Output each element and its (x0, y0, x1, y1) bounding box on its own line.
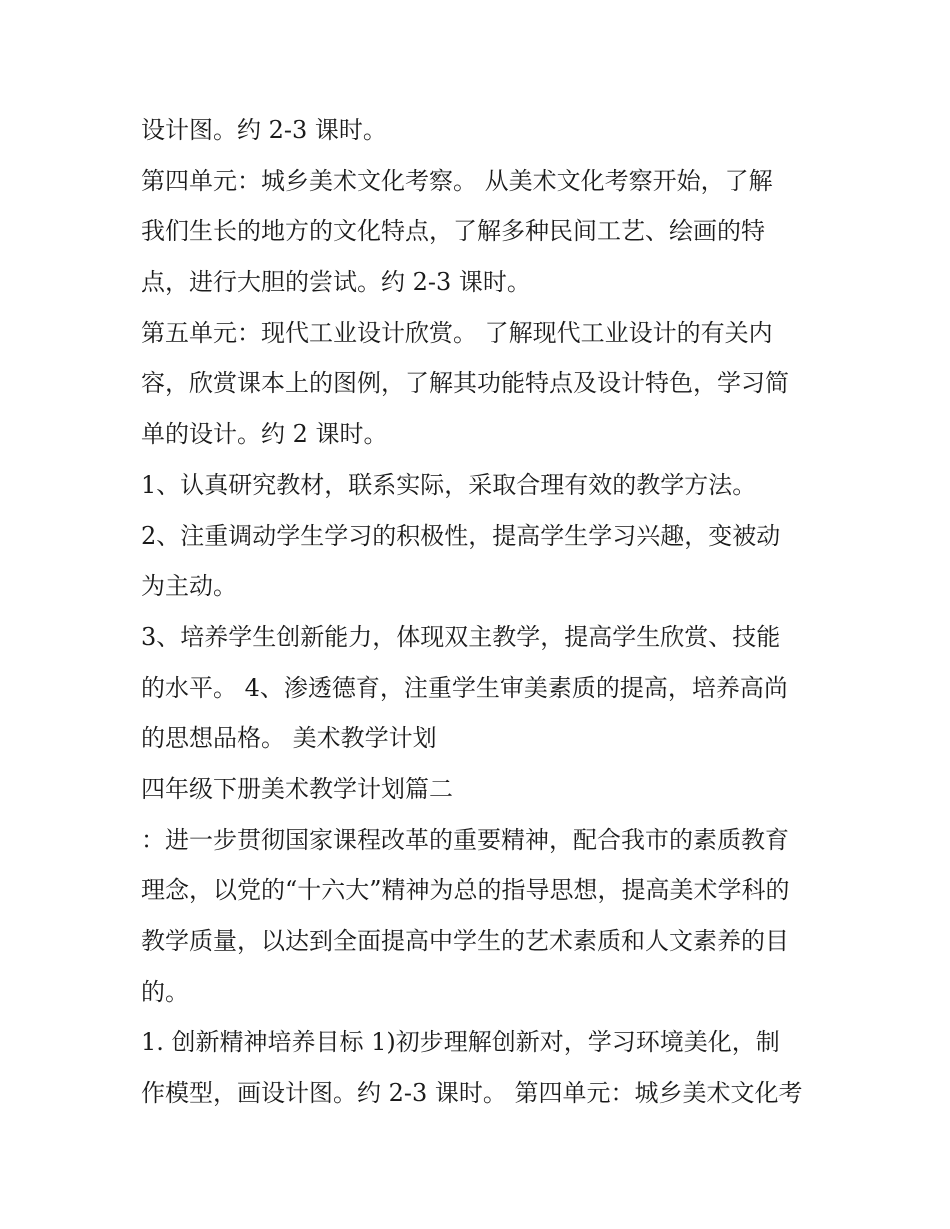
text-line-19: 1. 创新精神培养目标 1)初步理解创新对，学习环境美化，制 (141, 1028, 780, 1056)
text-line-3: 我们生长的地方的文化特点，了解多种民间工艺、绘画的特 (141, 217, 765, 245)
text-line-15: ：进一步贯彻国家课程改革的重要精神，配合我市的素质教育 (141, 826, 789, 854)
text-line-1: 设计图。约 2-3 课时。 (141, 116, 387, 144)
text-line-17: 教学质量，以达到全面提高中学生的艺术素质和人文素养的目 (141, 927, 789, 955)
section-heading: 四年级下册美术教学计划篇二 (141, 775, 453, 803)
text-line-12: 的水平。 4、渗透德育，注重学生审美素质的提高，培养高尚 (141, 674, 788, 702)
text-line-8: 1、认真研究教材，联系实际，采取合理有效的教学方法。 (141, 471, 757, 499)
text-line-2: 第四单元：城乡美术文化考察。 从美术文化考察开始，了解 (141, 167, 773, 195)
text-line-6: 容，欣赏课本上的图例，了解其功能特点及设计特色，学习简 (141, 369, 789, 397)
text-line-13: 的思想品格。 美术教学计划 (141, 724, 437, 752)
text-line-7: 单的设计。约 2 课时。 (141, 420, 388, 448)
text-line-18: 的。 (141, 978, 189, 1006)
text-line-4: 点，进行大胆的尝试。约 2-3 课时。 (141, 268, 531, 296)
text-line-20: 作模型，画设计图。约 2-3 课时。 第四单元：城乡美术文化考 (141, 1079, 803, 1107)
text-line-16: 理念，以党的“十六大”精神为总的指导思想，提高美术学科的 (141, 876, 790, 904)
text-line-9: 2、注重调动学生学习的积极性，提高学生学习兴趣，变被动 (141, 522, 781, 550)
text-line-11: 3、培养学生创新能力，体现双主教学，提高学生欣赏、技能 (141, 623, 781, 651)
text-line-10: 为主动。 (141, 572, 237, 600)
text-line-5: 第五单元：现代工业设计欣赏。 了解现代工业设计的有关内 (141, 319, 773, 347)
